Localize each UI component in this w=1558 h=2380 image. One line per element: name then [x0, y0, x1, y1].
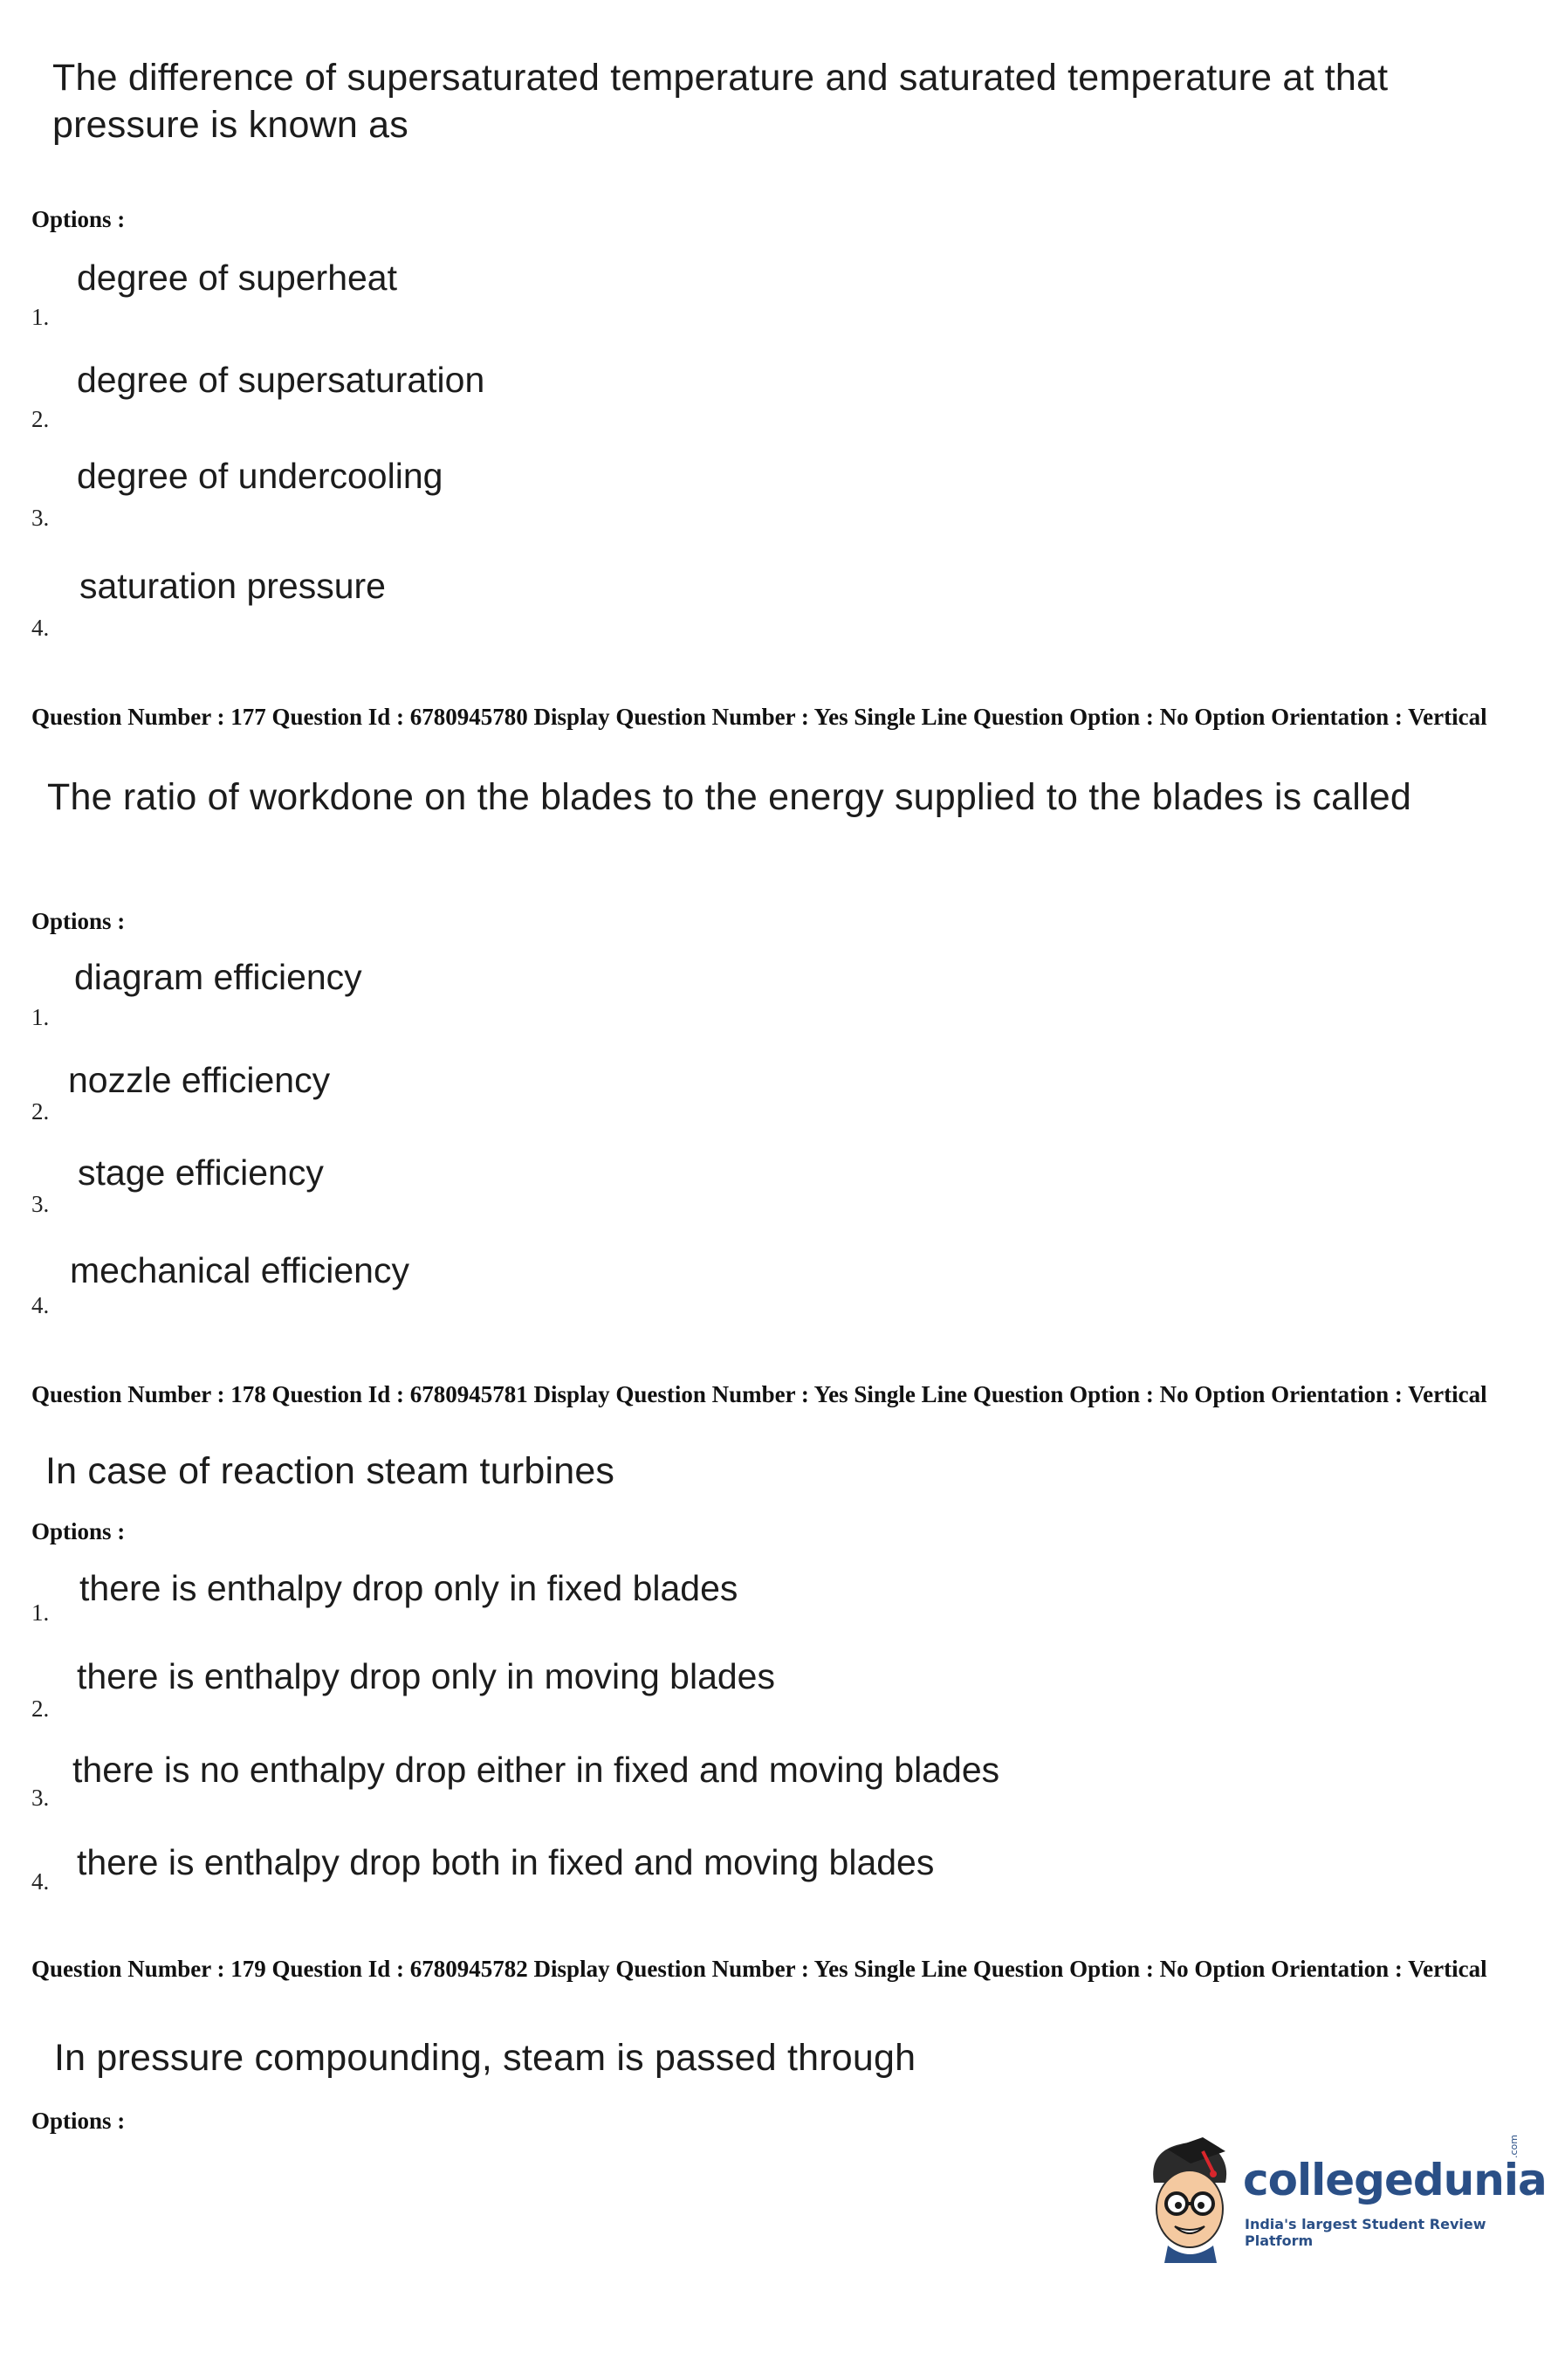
option-177-1-text: diagram efficiency — [74, 957, 362, 997]
option-176-3-number: 3. — [31, 505, 50, 531]
question-text-176: The difference of supersaturated temperature and saturated temperature at that pressure is known as — [52, 57, 1389, 146]
options-label-176: Options : — [31, 206, 126, 232]
option-178-2-text: there is enthalpy drop only in moving blades — [77, 1656, 775, 1696]
logo-com-suffix: .com — [1508, 2135, 1520, 2158]
question-meta-179: Question Number : 179 Question Id : 6780945782 Display Question Number : Yes Single Line Question Option : No Option Orientation : Vertical — [31, 1956, 1487, 1982]
logo-tagline: India's largest Student Review Platform — [1245, 2216, 1486, 2249]
option-177-3-number: 3. — [31, 1191, 50, 1217]
option-178-4-number: 4. — [31, 1868, 50, 1895]
option-177-4-number: 4. — [31, 1292, 50, 1318]
options-label-178: Options : — [31, 1518, 126, 1544]
mascot-icon — [1142, 2132, 1238, 2263]
option-178-4-text: there is enthalpy drop both in fixed and moving blades — [77, 1842, 935, 1882]
option-176-2-text: degree of supersaturation — [77, 360, 485, 400]
options-label-179: Options : — [31, 2108, 126, 2134]
option-176-1-text: degree of superheat — [77, 258, 397, 298]
option-176-1-number: 1. — [31, 304, 50, 330]
question-text-178: In case of reaction steam turbines — [45, 1450, 615, 1492]
option-178-3-number: 3. — [31, 1785, 50, 1811]
option-178-3-text: there is no enthalpy drop either in fixed and moving blades — [72, 1750, 1000, 1790]
question-text-177: The ratio of workdone on the blades to the energy supplied to the blades is called — [47, 776, 1412, 818]
option-177-1-number: 1. — [31, 1004, 50, 1030]
question-meta-178: Question Number : 178 Question Id : 6780945781 Display Question Number : Yes Single Line Question Option : No Option Orientation : Vertical — [31, 1381, 1487, 1407]
option-177-2-number: 2. — [31, 1098, 50, 1125]
logo-wordmark: collegedunia — [1243, 2155, 1547, 2205]
collegedunia-logo — [1142, 2132, 1547, 2263]
option-178-1-number: 1. — [31, 1599, 50, 1626]
option-177-3-text: stage efficiency — [78, 1152, 324, 1193]
option-178-2-number: 2. — [31, 1696, 50, 1722]
option-176-4-text: saturation pressure — [79, 566, 386, 606]
option-176-4-number: 4. — [31, 615, 50, 641]
option-176-3-text: degree of undercooling — [77, 456, 443, 496]
options-label-177: Options : — [31, 908, 126, 934]
option-176-2-number: 2. — [31, 406, 50, 432]
option-178-1-text: there is enthalpy drop only in fixed blades — [79, 1568, 738, 1608]
question-meta-177: Question Number : 177 Question Id : 6780945780 Display Question Number : Yes Single Line Question Option : No Option Orientation : Vertical — [31, 704, 1487, 730]
option-177-2-text: nozzle efficiency — [68, 1060, 331, 1100]
question-text-179: In pressure compounding, steam is passed through — [54, 2037, 916, 2079]
option-177-4-text: mechanical efficiency — [70, 1250, 409, 1290]
